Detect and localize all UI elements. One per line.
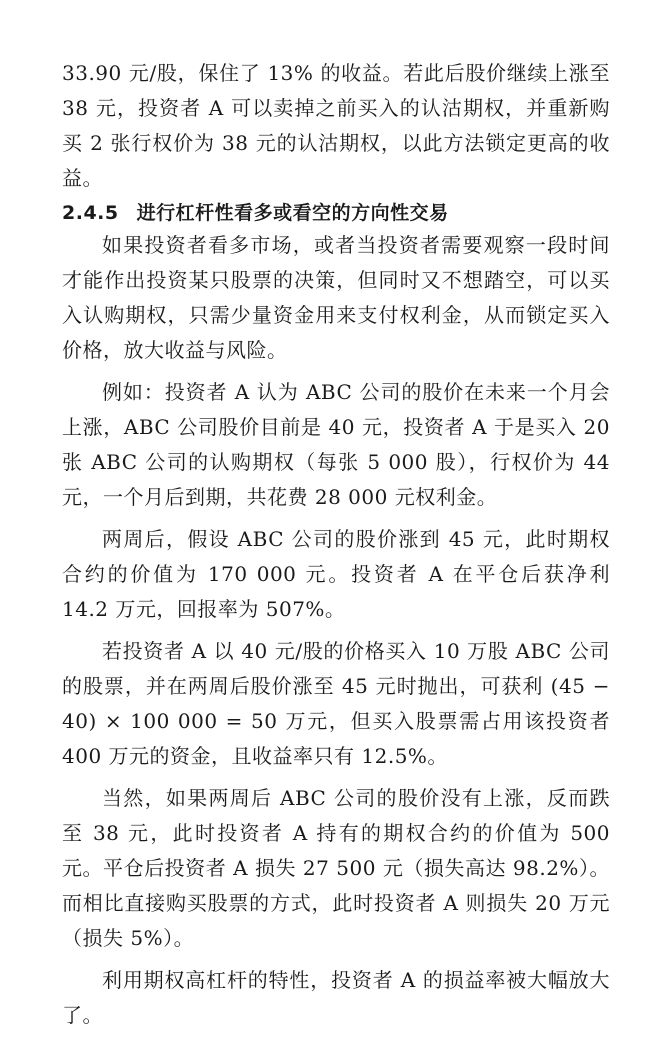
paragraph-stock-comparison: 若投资者 A 以 40 元/股的价格买入 10 万股 ABC 公司的股票，并在两周后股价涨至 45 元时抛出，可获利 (45 − 40) × 100 000 = 50 万元，但买入股票需占用该投资者 400 万元的资金，且收益率只有 12.5%。 bbox=[62, 639, 610, 768]
section-heading bbox=[62, 198, 610, 228]
paragraph-two-weeks-later: 两周后，假设 ABC 公司的股价涨到 45 元，此时期权合约的价值为 170 000 元。投资者 A 在平仓后获净利 14.2 万元，回报率为 507%。 bbox=[62, 527, 610, 621]
paragraph-conclusion: 利用期权高杠杆的特性，投资者 A 的损益率被大幅放大了。 bbox=[62, 968, 610, 1027]
paragraph-downside: 当然，如果两周后 ABC 公司的股价没有上涨，反而跌至 38 元，此时投资者 A 持有的期权合约的价值为 500 元。平仓后投资者 A 损失 27 500 元（损失高达 98.2%）。而相比直接购买股票的方式，此时投资者 A 则损失 20 万元（损失 5%）。 bbox=[62, 786, 610, 950]
paragraph-example: 例如：投资者 A 认为 ABC 公司的股价在未来一个月会上涨，ABC 公司股价目前是 40 元，投资者 A 于是买入 20 张 ABC 公司的认购期权（每张 5 000 股），行权价为 44 元，一个月后到期，共花费 28 000 元权利金。 bbox=[62, 380, 610, 509]
section-number: 2.4.5 bbox=[62, 202, 119, 224]
intro-paragraph: 33.90 元/股，保住了 13% 的收益。若此后股价继续上涨至 38 元，投资者 A 可以卖掉之前买入的认沽期权，并重新购买 2 张行权价为 38 元的认沽期权，以此方法锁定更高的收益。 bbox=[62, 61, 610, 190]
section-title: 进行杠杆性看多或看空的方向性交易 bbox=[136, 202, 449, 224]
paragraph-bull-market: 如果投资者看多市场，或者当投资者需要观察一段时间才能作出投资某只股票的决策，但同时又不想踏空，可以买入认购期权，只需少量资金用来支付权利金，从而锁定买入价格，放大收益与风险。 bbox=[62, 233, 610, 362]
section-body bbox=[62, 228, 610, 1040]
